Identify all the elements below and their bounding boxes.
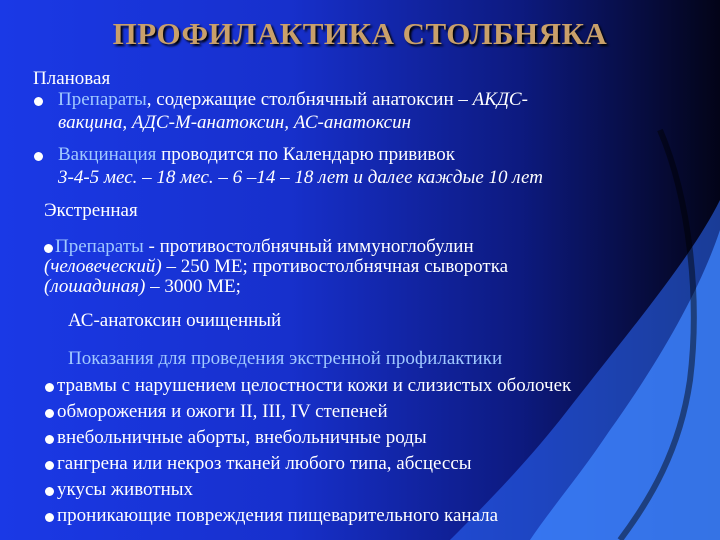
emergency-item-line2 bbox=[44, 256, 508, 278]
indication-item: обморожения и ожоги II, III, IV степеней bbox=[57, 401, 388, 422]
emergency-item-term: Препараты bbox=[55, 236, 144, 257]
planned-item-1 bbox=[58, 89, 528, 111]
horse-italic: (лошадиная) bbox=[44, 276, 146, 297]
emergency-line2-rest: – 250 МЕ; противостолбнячная сыворотка bbox=[161, 256, 509, 277]
planned-item-1-italic-a: АКДС- bbox=[472, 89, 528, 110]
bullet-icon bbox=[44, 244, 53, 253]
schedule-italic: 3-4-5 мес. – 18 мес. – 6 –14 – 18 лет и далее каждые 10 лет bbox=[58, 167, 543, 188]
indications-heading: Показания для проведения экстренной профилактики bbox=[68, 348, 503, 369]
bullet-icon bbox=[34, 152, 43, 161]
planned-item-1-italic-b: вакцина, АДС-М-анатоксин, АС-анатоксин bbox=[58, 112, 412, 133]
bullet-icon bbox=[45, 461, 54, 470]
planned-item-2-term: Вакцинация bbox=[58, 144, 157, 165]
emergency-item-line3 bbox=[44, 276, 241, 298]
indication-item: укусы животных bbox=[57, 479, 194, 500]
emergency-line3-rest: – 3000 МЕ; bbox=[145, 276, 241, 297]
emergency-item bbox=[55, 236, 474, 258]
indication-item: проникающие повреждения пищеварительного канала bbox=[57, 505, 499, 526]
planned-item-1-line2 bbox=[58, 112, 411, 134]
planned-item-1-term: Препараты bbox=[58, 89, 147, 110]
indication-item: гангрена или некроз тканей любого типа, абсцессы bbox=[57, 453, 472, 474]
planned-item-2-text: проводится по Календарю прививок bbox=[156, 144, 455, 165]
planned-heading: Плановая bbox=[33, 68, 111, 89]
bullet-icon bbox=[45, 383, 54, 392]
indication-item: травмы с нарушением целостности кожи и слизистых оболочек bbox=[57, 375, 572, 396]
emergency-item-text: - противостолбнячный иммуноглобулин bbox=[143, 236, 474, 257]
bullet-icon bbox=[34, 97, 43, 106]
planned-item-1-text: , содержащие столбнячный анатоксин – bbox=[146, 89, 473, 110]
toxoid-line: АС-анатоксин очищенный bbox=[68, 310, 282, 331]
bullet-icon bbox=[45, 435, 54, 444]
bullet-icon bbox=[45, 513, 54, 522]
planned-item-2 bbox=[58, 144, 455, 166]
human-italic: (человеческий) bbox=[44, 256, 162, 277]
emergency-heading: Экстренная bbox=[44, 200, 138, 221]
indication-item: внебольничные аборты, внебольничные роды bbox=[57, 427, 427, 448]
bullet-icon bbox=[45, 409, 54, 418]
planned-item-2-schedule bbox=[58, 167, 543, 189]
slide-title: ПРОФИЛАКТИКА СТОЛБНЯКА bbox=[112, 16, 608, 51]
bullet-icon bbox=[45, 487, 54, 496]
